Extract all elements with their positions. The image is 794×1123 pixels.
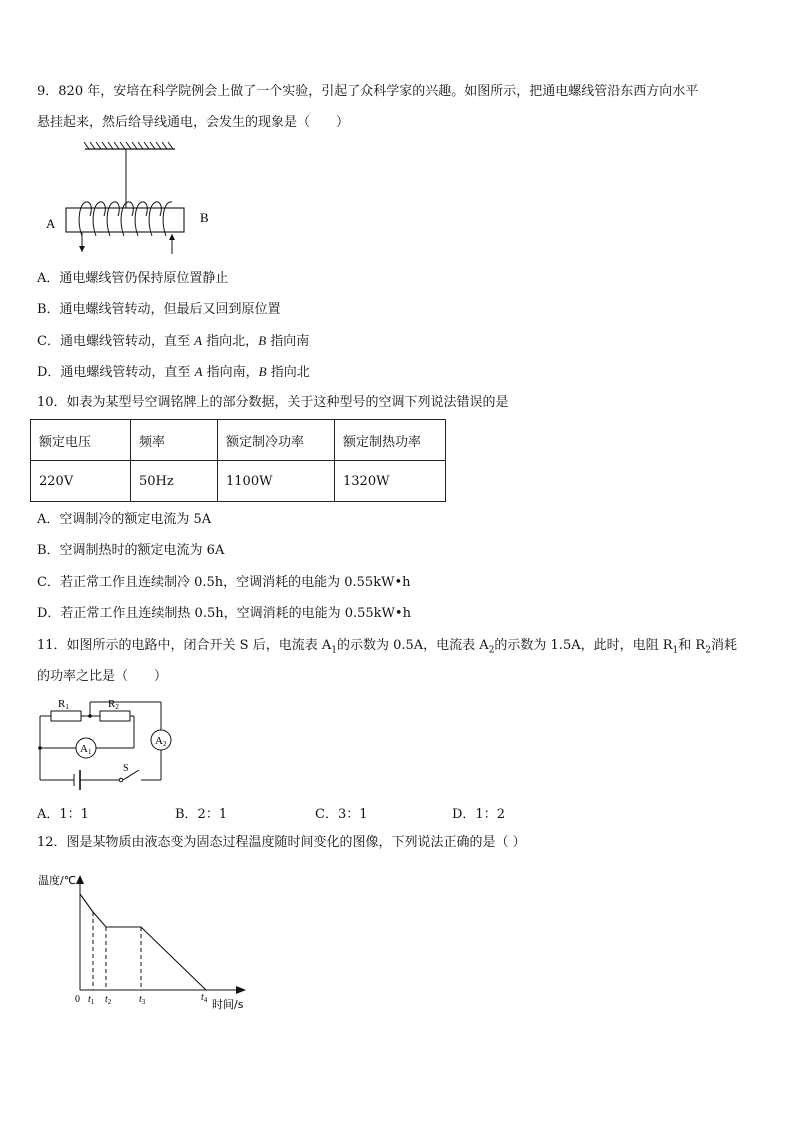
svg-text:R2: R2 <box>108 698 119 711</box>
svg-text:R1: R1 <box>58 698 69 711</box>
q10-option-a[interactable]: A．空调制冷的额定电流为 5A <box>37 512 212 527</box>
q10-option-b[interactable]: B．空调制热时的额定电流为 6A <box>37 543 225 558</box>
chart-xlabel: 时间/s <box>212 998 244 1011</box>
table-cell: 50Hz <box>131 461 218 502</box>
q11-stem-line1: 11．如图所示的电路中，闭合开关 S 后，电流表 $A_1$的示数为 0.5A，电流表 $A_2$的示数为 1.5A，此时，电阻 $R_1$和 $R_2$消耗 <box>37 638 737 656</box>
q9-stem-line2: 悬挂起来，然后给导线通电，会发生的现象是（ ） <box>37 115 350 130</box>
q10-stem: 10．如表为某型号空调铭牌上的部分数据，关于这种型号的空调下列说法错误的是 <box>37 395 509 410</box>
table-header-row <box>31 420 446 461</box>
q11-choice-b[interactable]: B．2：1 <box>175 807 228 822</box>
table-header-cell: 频率 <box>131 420 218 461</box>
q12-stem: 12．图是某物质由液态变为固态过程温度随时间变化的图像，下列说法正确的是（ ） <box>37 835 526 850</box>
q10-option-d[interactable]: D．若正常工作且连续制热 0.5h，空调消耗的电能为 0.55kW•h <box>37 606 411 621</box>
table-cell: 1320W <box>335 461 446 502</box>
ammeter-a1-label: A <box>80 743 88 755</box>
q11-choice-c[interactable]: C．3：1 <box>315 807 368 822</box>
chart-tick-t3: $t_3$ <box>139 994 146 1006</box>
chart-tick-t1: $t_1$ <box>88 994 95 1006</box>
switch-label: S <box>123 763 129 774</box>
circuit-figure <box>34 694 184 794</box>
table-header-cell: 额定电压 <box>31 420 131 461</box>
q11-choice-a[interactable]: A．1：1 <box>37 807 89 822</box>
temperature-time-chart <box>36 870 256 1015</box>
q9-option-a[interactable]: A．通电螺线管仍保持原位置静止 <box>37 271 229 286</box>
solenoid-label-b: B <box>200 210 209 225</box>
table-header-cell: 额定制冷功率 <box>218 420 335 461</box>
table-cell: 220V <box>31 461 131 502</box>
q9-option-d[interactable]: D．通电螺线管转动，直至 A 指向南，B 指向北 <box>37 364 310 380</box>
chart-tick-t4: $t_4$ <box>201 992 208 1004</box>
r1-label: R <box>58 698 66 710</box>
solenoid-label-a: A <box>46 216 56 231</box>
chart-line-series <box>80 894 206 990</box>
x-axis-arrow-icon <box>236 986 246 994</box>
table-row <box>31 461 446 502</box>
q9-option-b[interactable]: B．通电螺线管转动，但最后又回到原位置 <box>37 302 281 317</box>
svg-text:A2: A2 <box>155 735 167 748</box>
svg-text:A1: A1 <box>80 743 92 756</box>
q9-stem-line1: 9．820 年，安培在科学院例会上做了一个实验，引起了众科学家的兴趣。如图所示，把通电螺线管沿东西方向水平 <box>37 84 699 99</box>
spec-table <box>30 419 446 502</box>
chart-origin-label: 0 <box>75 994 80 1005</box>
q9-option-c[interactable]: C．通电螺线管转动，直至 A 指向北，B 指向南 <box>37 333 310 349</box>
r2-label: R <box>108 698 116 710</box>
solenoid-figure <box>40 140 230 260</box>
y-axis-arrow-icon <box>76 875 84 884</box>
table-cell: 1100W <box>218 461 335 502</box>
ammeter-a2-label: A <box>155 735 163 747</box>
table-header-cell: 额定制热功率 <box>335 420 446 461</box>
q11-choices <box>37 803 637 823</box>
chart-ylabel: 温度/℃ <box>38 874 77 887</box>
q11-stem-line2: 的功率之比是（ ） <box>37 669 168 684</box>
chart-tick-t2: $t_2$ <box>105 994 112 1006</box>
q11-choice-d[interactable]: D．1：2 <box>452 807 505 822</box>
q10-option-c[interactable]: C．若正常工作且连续制冷 0.5h，空调消耗的电能为 0.55kW•h <box>37 575 411 590</box>
